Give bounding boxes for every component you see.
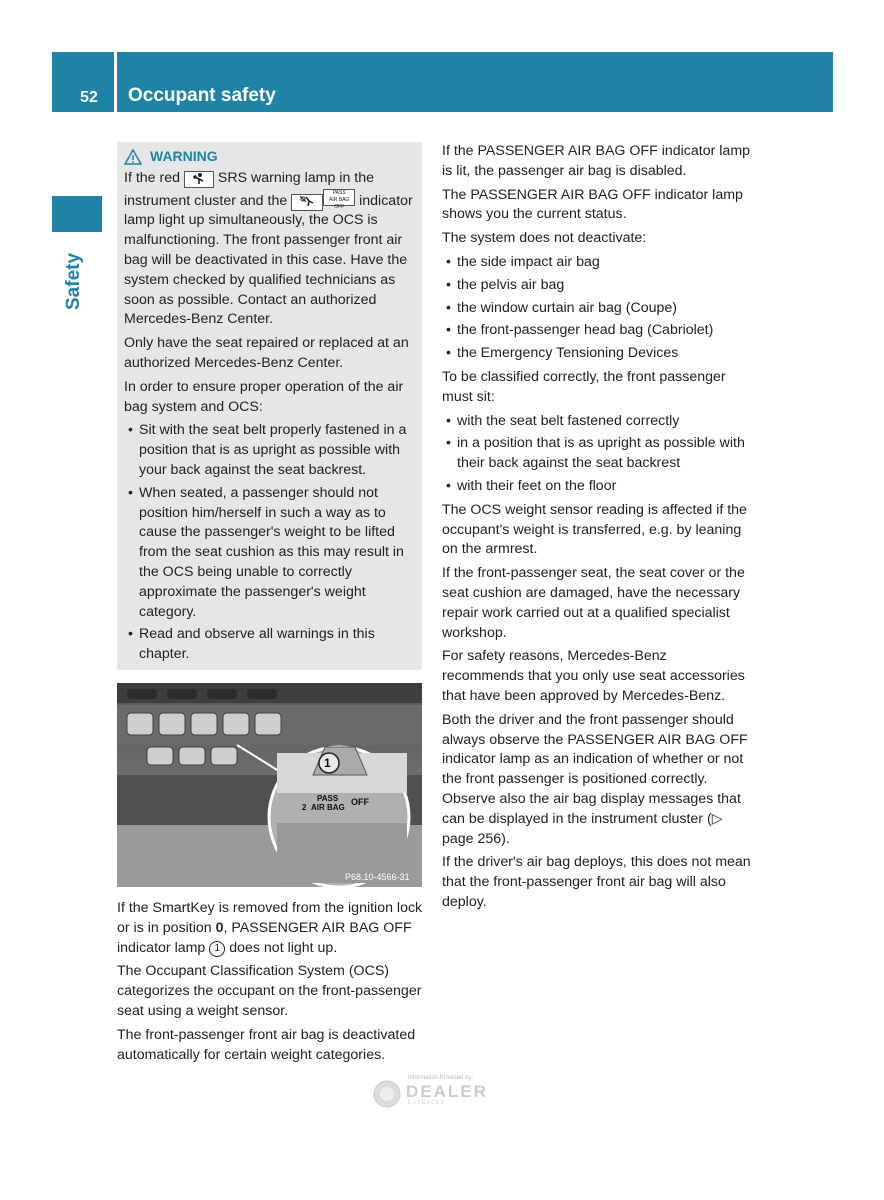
list-item: • When seated, a passenger should not position him/herself in such a way as to cause the passenger's weight to be lifted from the seat cushion as this may result in the OCS being unable to correctly approximate the passenger's weight category. — [124, 484, 416, 623]
list-item: • Sit with the seat belt properly fastened in a position that is as upright as possible with your back against the seat backrest. — [124, 421, 416, 480]
dealer-logo — [372, 1073, 507, 1109]
dealer-logo-icon — [372, 1079, 402, 1109]
warning-text: If the red — [124, 169, 184, 186]
header-bar — [117, 52, 833, 112]
seating-list — [442, 412, 752, 497]
pass-airbag-person-icon — [291, 194, 323, 211]
side-tab-marker — [52, 196, 102, 232]
warning-paragraph-2: Only have the seat repaired or replaced at an authorized Mercedes-Benz Center. — [124, 335, 409, 371]
callout-number: 1 — [324, 756, 331, 770]
list-item: • the window curtain air bag (Coupe) — [442, 299, 752, 319]
logo-big-text: DEALER — [406, 1082, 488, 1101]
logo-small-text: Information Provided by: — [408, 1075, 474, 1081]
airbag-person-icon — [184, 171, 214, 188]
left-paragraph-2: The Occupant Classification System (OCS) categorizes the occupant on the front-passenger seat using a weight sensor. — [117, 963, 422, 1019]
text-run: , PASSENGER AIR BAG OFF indicator lamp — [117, 919, 412, 956]
console-illustration — [117, 683, 422, 887]
callout-ref: 1 — [209, 941, 225, 957]
warning-text: indicator lamp light up simultaneously, the OCS is malfunctioning. The front passenger front air bag will be deactivated in this case. Have the system checked by qualified technicians as soon as possible. Contact an authorized Mercedes-Benz Center. — [124, 192, 413, 328]
left-paragraph-1 — [117, 899, 427, 958]
warning-bullet-list — [124, 421, 416, 665]
warning-paragraph-1 — [124, 169, 416, 330]
right-paragraph-1: If the PASSENGER AIR BAG OFF indicator lamp is lit, the passenger air bag is disabled. — [442, 143, 751, 179]
page-title: Occupant safety — [128, 85, 276, 106]
off-label: OFF — [351, 797, 369, 807]
list-item: • the front-passenger head bag (Cabriolet) — [442, 321, 752, 341]
left-column — [117, 899, 427, 1069]
right-paragraph-5: The OCS weight sensor reading is affected if the occupant's weight is transferred, e.g. by leaning on the armrest. — [442, 501, 747, 558]
warning-triangle-icon — [124, 149, 142, 165]
left-paragraph-3: The front-passenger front air bag is deactivated automatically for certain weight categories. — [117, 1026, 416, 1063]
list-item: • with the seat belt fastened correctly — [442, 412, 752, 432]
text-run: If the SmartKey is removed from the ignition lock or is in position — [117, 900, 423, 936]
warning-box — [117, 142, 422, 670]
warning-title: WARNING — [150, 148, 218, 164]
list-item: • in a position that is as upright as possible with their back against the seat backrest — [442, 434, 752, 474]
warning-text: SRS warning lamp in the instrument cluster and the — [124, 169, 375, 209]
right-paragraph-8: Both the driver and the front passenger should always observe the PASSENGER AIR BAG OFF indicator lamp as an indication of whether or not the front passenger is positioned correctly. Observe also the air bag display messages that can be displayed in the instrument cluster (▷ page 256). — [442, 711, 748, 847]
warning-paragraph-3: In order to ensure proper operation of the air bag system and OCS: — [124, 378, 404, 415]
text-run: does not light up. — [225, 939, 338, 956]
list-item: • the Emergency Tensioning Devices — [442, 344, 752, 364]
side-tab-label: Safety — [63, 252, 84, 310]
logo-sub-text: E X T R A C E S — [408, 1100, 444, 1106]
list-item: • Read and observe all warnings in this chapter. — [124, 625, 416, 665]
right-paragraph-2: The PASSENGER AIR BAG OFF indicator lamp shows you the current status. — [442, 186, 743, 223]
position-zero: 0 — [215, 919, 224, 936]
right-paragraph-6: If the front-passenger seat, the seat cover or the seat cushion are damaged, have the necessary repair work carried out at a qualified specialist workshop. — [442, 565, 745, 641]
right-column — [442, 142, 752, 917]
page-number-box — [52, 52, 114, 112]
right-paragraph-9: If the driver's air bag deploys, this does not mean that the front-passenger front air bag will also deploy. — [442, 854, 751, 910]
page-number: 52 — [80, 89, 98, 106]
seat-position-label: 2 — [302, 803, 307, 812]
right-paragraph-7: For safety reasons, Mercedes-Benz recommends that you only use seat accessories that have been approved by Mercedes-Benz. — [442, 648, 745, 704]
right-paragraph-3: The system does not deactivate: — [442, 230, 647, 247]
pass-label: PASS — [317, 794, 339, 803]
list-item: • the pelvis air bag — [442, 276, 752, 296]
image-code: P68.10-4566-31 — [345, 872, 410, 882]
list-item: • with their feet on the floor — [442, 477, 752, 497]
right-paragraph-4: To be classified correctly, the front passenger must sit: — [442, 368, 726, 405]
warning-heading — [124, 147, 416, 167]
console-photo — [117, 683, 422, 887]
pass-airbag-off-icon: PASS AIR BAG OFF — [323, 189, 355, 206]
not-deactivated-list — [442, 253, 752, 364]
list-item: • the side impact air bag — [442, 253, 752, 273]
airbag-label: AIR BAG — [311, 803, 345, 812]
